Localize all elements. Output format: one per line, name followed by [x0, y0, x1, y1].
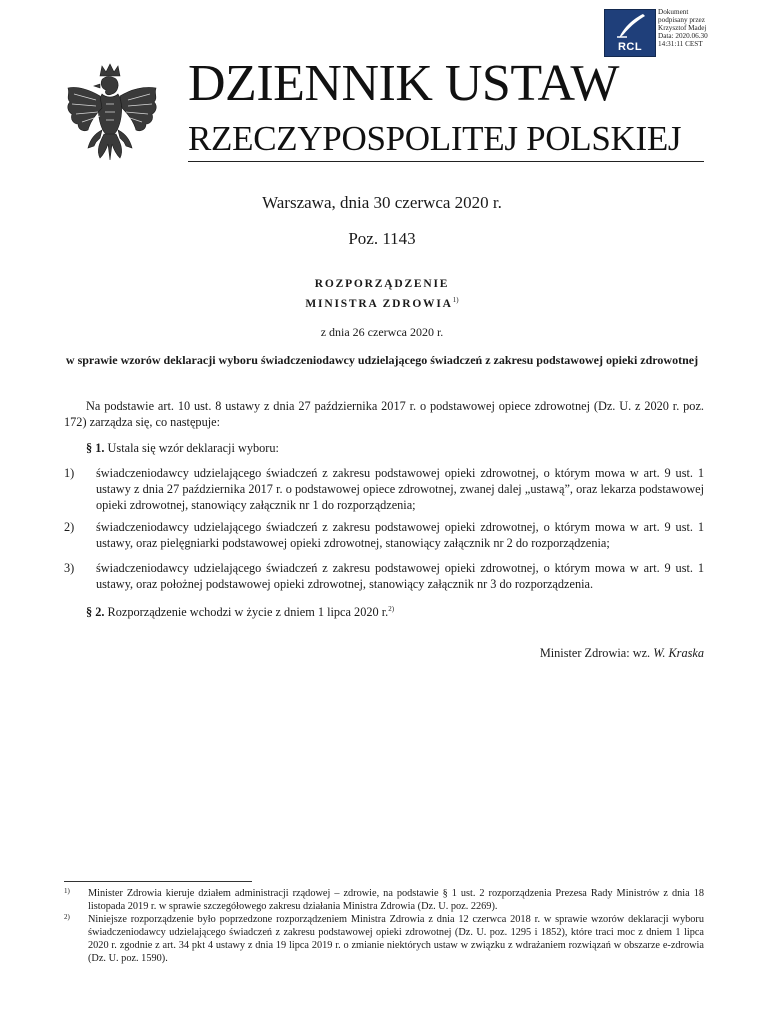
signature-prefix: Minister Zdrowia: wz. — [539, 646, 651, 660]
signatory-name: W. Kraska — [653, 646, 704, 660]
signature-line: Data: 2020.06.30 — [658, 32, 708, 40]
place-date: Warszawa, dnia 30 czerwca 2020 r. — [262, 193, 502, 212]
footnote-number: 1) — [64, 887, 70, 895]
section-text: Rozporządzenie wchodzi w życie z dniem 1 lipca 2020 r. — [107, 605, 389, 620]
item-number: 1) — [64, 466, 75, 480]
item-number: 3) — [64, 561, 75, 575]
item-text: świadczeniodawcy udzielającego świadczeń z zakresu podstawowej opieki zdrowotnej, o którym mowa w art. 9 ust. 1 ustawy, oraz pielęgniarki podstawowej opieki zdrowotnej, stanowiący załącznik nr 2 do rozporządzenia; — [96, 520, 704, 550]
item-text: świadczeniodawcy udzielającego świadczeń z zakresu podstawowej opieki zdrowotnej, o którym mowa w art. 9 ust. 1 ustawy z dnia 27 października 2017 r. o podstawowej opiece zdrowotnej, zwanej dalej „ustawą”, oraz lekarza podstawowej opieki zdrowotnej, stanowiący załącznik nr 1 do rozporządzenia; — [96, 466, 704, 512]
issuer — [60, 296, 704, 310]
signature-line: 14:31:11 CEST — [658, 40, 703, 48]
rcl-logo-text: RCL — [617, 41, 643, 53]
item-number: 2) — [64, 520, 75, 534]
quill-icon — [605, 10, 655, 42]
position-number: Poz. 1143 — [348, 229, 416, 248]
legal-basis: Na podstawie art. 10 ust. 8 ustawy z dnia 27 października 2017 r. o podstawowej opiece zdrowotnej (Dz. U. z 2020 r. poz. 172) zarządza się, co następuje: — [64, 399, 704, 429]
polish-eagle-emblem-icon — [60, 60, 164, 172]
footnote-ref[interactable]: 1) — [452, 296, 459, 304]
footnote-text: Niniejsze rozporządzenie było poprzedzone rozporządzeniem Ministra Zdrowia z dnia 12 czerwca 2018 r. w sprawie wzorów deklaracji wyboru świadczeniodawcy udzielającego świadczeń z zakresu podstawowej opieki zdrowotnej (Dz. U. poz. 1295 i 1852), które traci moc z dniem 1 lipca 2020 r. zgodnie z art. 34 pkt 4 ustawy z dnia 19 lipca 2019 r. o zmianie niektórych ustaw w związku z wdrażaniem rozwiązań w obszarze e-zdrowia (Dz. U. poz. 1590). — [88, 914, 704, 964]
journal-title: DZIENNIK USTAW — [188, 55, 619, 112]
item-text: świadczeniodawcy udzielającego świadczeń z zakresu podstawowej opieki zdrowotnej, o którym mowa w art. 9 ust. 1 ustawy, oraz położnej podstawowej opieki zdrowotnej, stanowiący załącznik nr 3 do rozporządzenia. — [96, 561, 704, 591]
issue-date: z dnia 26 czerwca 2020 r. — [320, 325, 444, 339]
issuer-name: MINISTRA ZDROWIA — [305, 297, 453, 310]
rcl-logo-icon — [604, 9, 656, 57]
signature-line: podpisany przez — [658, 16, 705, 24]
footnote-ref[interactable]: 2) — [388, 605, 395, 613]
section-label: § 2. — [86, 605, 105, 620]
section-text: Ustala się wzór deklaracji wyboru: — [107, 441, 279, 455]
signature-line: Krzysztof Madej — [658, 24, 707, 32]
footnote-number: 2) — [64, 913, 70, 921]
header-divider — [188, 161, 704, 162]
section-2 — [64, 601, 704, 620]
digital-signature-info — [658, 8, 758, 48]
footnote-divider — [64, 881, 252, 882]
footnote-text: Minister Zdrowia kieruje działem administracji rządowej – zdrowie, na podstawie § 1 ust. 2 rozporządzenia Prezesa Rady Ministrów z dnia 18 listopada 2019 r. w sprawie szczegółowego zakresu działania Ministra Zdrowia (Dz. U. poz. 2269). — [88, 888, 704, 912]
signature — [400, 646, 704, 661]
act-type: ROZPORZĄDZENIE — [314, 278, 450, 290]
journal-subtitle: RZECZYPOSPOLITEJ POLSKIEJ — [188, 119, 682, 158]
section-label: § 1. — [86, 441, 105, 455]
signature-line: Dokument — [658, 8, 689, 16]
section-1 — [64, 440, 704, 456]
act-subject: w sprawie wzorów deklaracji wyboru świadczeniodawcy udzielającego świadczeń z zakresu podstawowej opieki zdrowotnej — [65, 353, 699, 367]
